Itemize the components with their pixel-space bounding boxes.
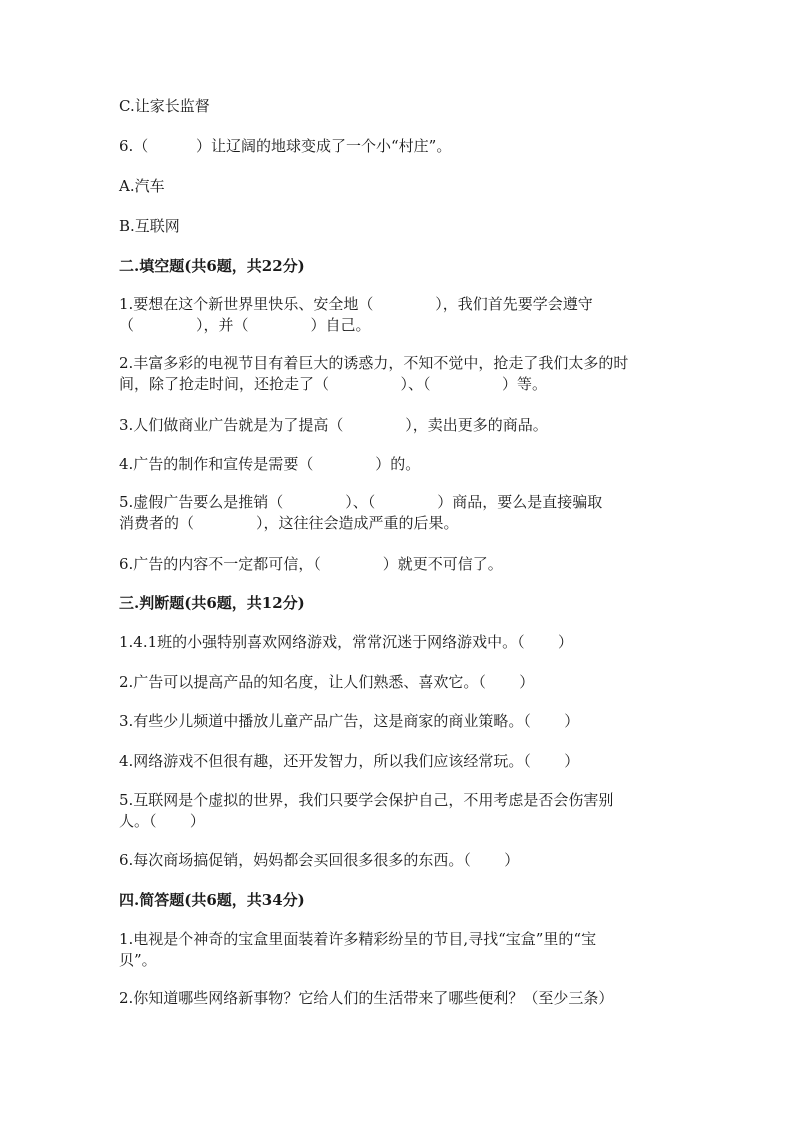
- short-q2: 2.你知道哪些网络新事物？它给人们的生活带来了哪些便利？（至少三条）: [119, 989, 614, 1007]
- judge-q2: 2.广告可以提高产品的知名度，让人们熟悉、喜欢它。（ ）: [119, 673, 535, 691]
- section-heading-judge: 三.判断题(共6题，共12分): [119, 594, 305, 612]
- fill-q5-line1: 5.虚假广告要么是推销（ ）、（ ）商品，要么是直接骗取: [119, 493, 603, 511]
- fill-q2-line2: 间，除了抢走时间，还抢走了（ ）、（ ）等。: [119, 375, 548, 393]
- judge-q4: 4.网络游戏不但很有趣，还开发智力，所以我们应该经常玩。（ ）: [119, 752, 580, 770]
- judge-q6: 6.每次商场搞促销，妈妈都会买回很多很多的东西。（ ）: [119, 851, 520, 869]
- question-6-text: 6.（ ）让辽阔的地球变成了一个小“村庄”。: [119, 137, 452, 155]
- fill-q5-line2: 消费者的（ ），这往往会造成严重的后果。: [119, 514, 459, 532]
- short-q1-line1: 1.电视是个神奇的宝盒里面装着许多精彩纷呈的节目,寻找“宝盒”里的“宝: [119, 930, 597, 948]
- fill-q3: 3.人们做商业广告就是为了提高（ ），卖出更多的商品。: [119, 416, 548, 434]
- fill-q1-line1: 1.要想在这个新世界里快乐、安全地（ ），我们首先要学会遵守: [119, 295, 593, 313]
- fill-q1-line2: （ ），并（ ）自己。: [119, 316, 371, 334]
- judge-q5-line2: 人。（ ）: [119, 812, 205, 830]
- fill-q4: 4.广告的制作和宣传是需要（ ）的。: [119, 455, 421, 473]
- section-heading-short: 四.简答题(共6题，共34分): [119, 891, 305, 909]
- section-heading-fill: 二.填空题(共6题，共22分): [119, 257, 305, 275]
- judge-q3: 3.有些少儿频道中播放儿童产品广告，这是商家的商业策略。（ ）: [119, 712, 580, 730]
- option-a-text: A.汽车: [119, 177, 165, 195]
- fill-q2-line1: 2.丰富多彩的电视节目有着巨大的诱惑力，不知不觉中，抢走了我们太多的时: [119, 354, 629, 372]
- judge-q5-line1: 5.互联网是个虚拟的世界，我们只要学会保护自己，不用考虑是否会伤害别: [119, 791, 614, 809]
- fill-q6: 6.广告的内容不一定都可信，（ ）就更不可信了。: [119, 555, 503, 573]
- option-c-text: C.让家长监督: [119, 97, 210, 115]
- short-q1-line2: 贝”。: [119, 951, 157, 969]
- judge-q1: 1.4.1班的小强特别喜欢网络游戏，常常沉迷于网络游戏中。（ ）: [119, 633, 574, 651]
- option-b-text: B.互联网: [119, 217, 180, 235]
